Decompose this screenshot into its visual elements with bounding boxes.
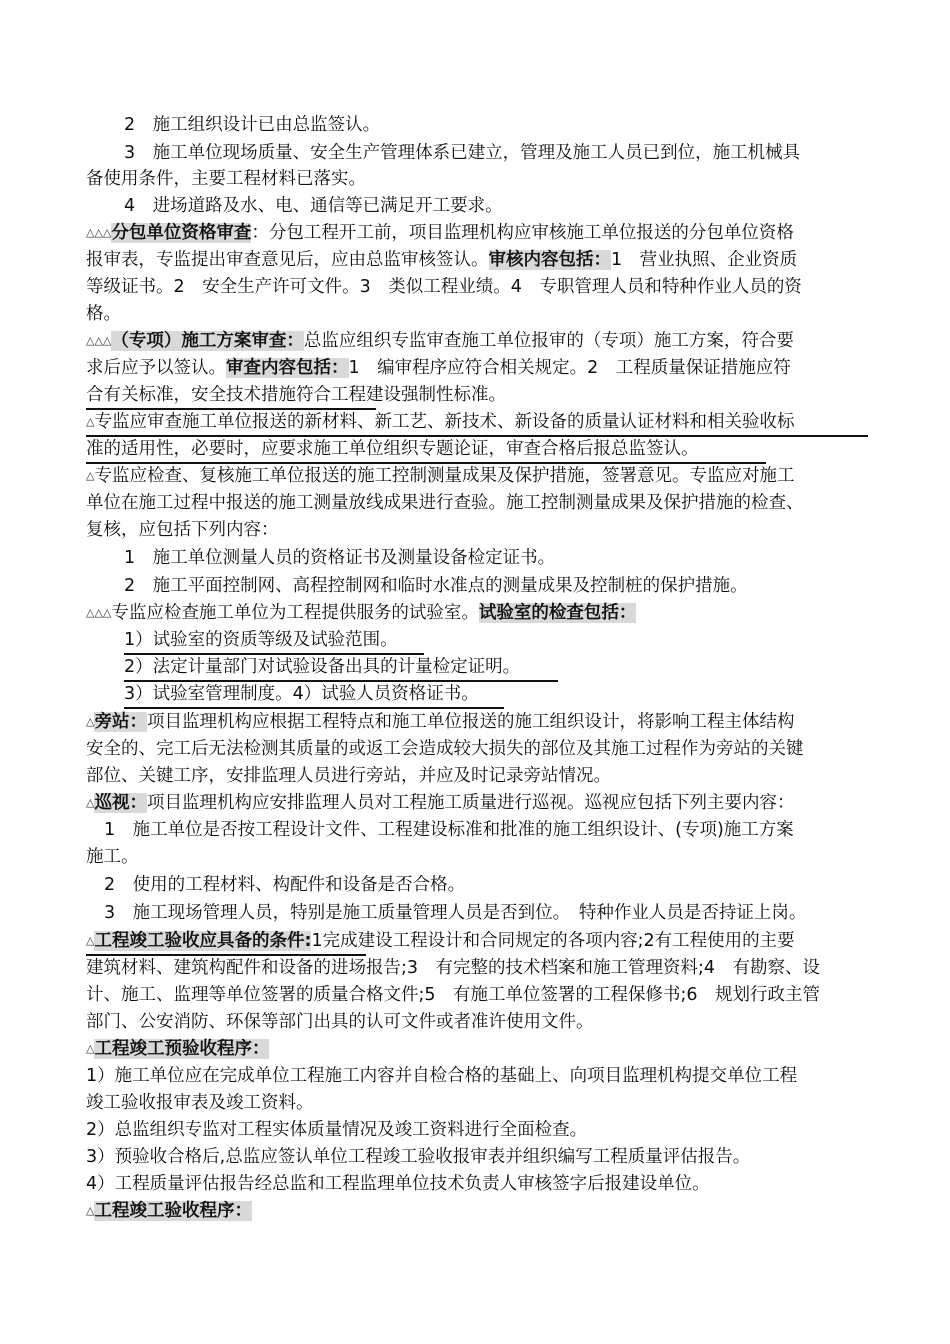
line-text: 单位在施工过程中报送的施工测量放线成果进行查验。施工控制测量成果及保护措施的检查、: [86, 493, 804, 513]
text-line: [86, 355, 868, 381]
text-line: [86, 409, 868, 435]
line-text: 计、施工、监理等单位签署的质量合格文件;5 有施工单位签署的工程保修书;6 规划行政主管: [86, 985, 821, 1005]
section-term: 工程竣工预验收程序：: [94, 1039, 270, 1059]
triangle-marker-icon: △: [86, 469, 95, 482]
section-term: 分包单位资格审查: [111, 223, 252, 243]
text-line: [86, 301, 868, 327]
line-text: 竣工验收报审表及竣工资料。: [86, 1093, 314, 1113]
line-text: 专监应检查、复核施工单位报送的施工控制测量成果及保护措施，签署意见。专监应对施工: [94, 466, 795, 486]
triangle-marker-icon: △: [86, 715, 95, 728]
line-text: 1）施工单位应在完成单位工程施工内容并自检合格的基础上、向项目监理机构提交单位工程: [86, 1066, 798, 1086]
text-line: [86, 955, 868, 981]
text-line: [86, 1009, 868, 1035]
line-text: 项目监理机构应根据工程特点和施工单位报送的施工组织设计，将影响工程主体结构: [146, 712, 795, 732]
line-text: 备使用条件，主要工程材料已落实。: [86, 169, 366, 189]
text-line: [124, 112, 868, 138]
line-text: 1 施工单位是否按工程设计文件、工程建设标准和批准的施工组织设计、(专项)施工方案: [104, 820, 794, 840]
text-line: [104, 900, 868, 926]
line-text: 复核，应包括下列内容：: [86, 520, 279, 540]
text-line: [86, 790, 868, 816]
text-line: [124, 140, 868, 166]
underline-mark: [86, 408, 376, 410]
line-text: 报审表，专监提出审查意见后，应由总监审核签认。: [86, 250, 489, 270]
line-text: 部门、公安消防、环保等部门出具的认可文件或者准许使用文件。: [86, 1012, 594, 1032]
line-text: 部位、关键工序，安排监理人员进行旁站，并应及时记录旁站情况。: [86, 766, 611, 786]
text-line: [86, 736, 868, 762]
text-line: [86, 1171, 868, 1197]
line-text: 建筑材料、建筑构配件和设备的进场报告;3 有完整的技术档案和施工管理资料;4 有勘察、设: [86, 958, 821, 978]
section-term: 旁站：: [94, 712, 147, 732]
line-text: 3 施工现场管理人员，特别是施工质量管理人员是否到位。 特种作业人员是否持证上岗。: [104, 903, 807, 923]
text-line: [86, 517, 868, 543]
text-line: [86, 382, 868, 408]
section-term: 工程竣工验收程序：: [94, 1201, 252, 1221]
section-term: 审查内容包括：: [226, 358, 349, 378]
line-text: 4）工程质量评估报告经总监和工程监理单位技术负责人审核签字后报建设单位。: [86, 1174, 710, 1194]
text-line: [124, 573, 868, 599]
text-line: [124, 545, 868, 571]
text-line: [86, 763, 868, 789]
text-line: [86, 982, 868, 1008]
line-text: 3）试验室管理制度。4）试验人员资格证书。: [124, 684, 479, 704]
line-text: 准的适用性，必要时，应要求施工单位组织专题论证，审查合格后报总监签认。: [86, 439, 699, 459]
triangle-marker-icon: △: [86, 415, 95, 428]
text-line: [86, 436, 868, 462]
line-text: 施工。: [86, 847, 139, 867]
text-line: [86, 274, 868, 300]
underline-mark: [86, 954, 366, 956]
section-term: （专项）施工方案审查：: [111, 331, 304, 351]
line-text: 1 营业执照、企业资质: [611, 250, 798, 270]
underline-mark: [124, 707, 504, 709]
text-line: [124, 193, 868, 219]
line-text: 3）预验收合格后,总监应签认单位工程竣工验收报审表并组织编写工程质量评估报告。: [86, 1147, 751, 1167]
underline-mark: [86, 462, 766, 464]
line-text: 2 施工平面控制网、高程控制网和临时水准点的测量成果及控制桩的保护措施。: [124, 576, 748, 596]
line-text: 1 施工单位测量人员的资格证书及测量设备检定证书。: [124, 548, 556, 568]
text-line: [104, 872, 868, 898]
text-line: [86, 928, 868, 954]
line-text: 4 进场道路及水、电、通信等已满足开工要求。: [124, 196, 503, 216]
line-text: 2）法定计量部门对试验设备出具的计量检定证明。: [124, 657, 521, 677]
line-text: 专监应检查施工单位为工程提供服务的试验室。: [111, 603, 479, 623]
text-line: [86, 844, 868, 870]
triangle-marker-icon: △: [86, 1042, 95, 1055]
text-line: [124, 627, 868, 653]
text-line: [86, 463, 868, 489]
text-line: [86, 220, 868, 246]
section-term: 巡视：: [94, 793, 147, 813]
line-text: 等级证书。2 安全生产许可文件。3 类似工程业绩。4 专职管理人员和特种作业人员的资: [86, 277, 802, 297]
triangle-marker-icon: △: [86, 796, 95, 809]
line-text: 1完成建设工程设计和合同规定的各项内容;2有工程使用的主要: [311, 931, 795, 951]
underline-mark: [124, 680, 558, 682]
text-line: [86, 709, 868, 735]
triangle-marker-icon: △△△: [86, 334, 112, 347]
text-line: [124, 654, 868, 680]
underline-mark: [86, 435, 868, 437]
underline-mark: [124, 653, 424, 655]
line-text: 2 使用的工程材料、构配件和设备是否合格。: [104, 875, 466, 895]
line-text: 2 施工组织设计已由总监签认。: [124, 115, 381, 135]
text-line: [86, 1117, 868, 1143]
line-text: 格。: [86, 304, 121, 324]
line-text: 1 编审程序应符合相关规定。2 工程质量保证措施应符: [348, 358, 791, 378]
triangle-marker-icon: △△△: [86, 606, 112, 619]
triangle-marker-icon: △△△: [86, 226, 112, 239]
text-line: [86, 328, 868, 354]
text-line: [86, 490, 868, 516]
text-line: [86, 1063, 868, 1089]
text-line: [86, 166, 868, 192]
line-text: 2）总监组织专监对工程实体质量情况及竣工资料进行全面检查。: [86, 1120, 588, 1140]
text-line: [86, 600, 868, 626]
text-line: [86, 1144, 868, 1170]
triangle-marker-icon: △: [86, 1204, 95, 1217]
text-line: [86, 247, 868, 273]
section-term: 工程竣工验收应具备的条件:: [94, 931, 312, 951]
line-text: 1）试验室的资质等级及试验范围。: [124, 630, 398, 650]
line-text: 求后应予以签认。: [86, 358, 226, 378]
text-line: [86, 1090, 868, 1116]
line-text: 项目监理机构应安排监理人员对工程施工质量进行巡视。巡视应包括下列主要内容：: [146, 793, 795, 813]
line-text: 专监应审查施工单位报送的新材料、新工艺、新技术、新设备的质量认证材料和相关验收标: [94, 412, 795, 432]
text-line: [86, 1198, 868, 1224]
text-line: [124, 681, 868, 707]
line-text: 合有关标准，安全技术措施符合工程建设强制性标准。: [86, 385, 506, 405]
line-text: 3 施工单位现场质量、安全生产管理体系已建立，管理及施工人员已到位，施工机械具: [124, 143, 801, 163]
section-term: 审核内容包括：: [488, 250, 611, 270]
text-line: [104, 817, 868, 843]
line-text: 总监应组织专监审查施工单位报审的（专项）施工方案，符合要: [303, 331, 794, 351]
section-term: 试验室的检查包括：: [478, 603, 637, 623]
text-line: [86, 1036, 868, 1062]
line-text: 安全的、完工后无法检测其质量的或返工会造成较大损失的部位及其施工过程作为旁站的关键: [86, 739, 804, 759]
triangle-marker-icon: △: [86, 934, 95, 947]
line-text: ：分包工程开工前，项目监理机构应审核施工单位报送的分包单位资格: [251, 223, 794, 243]
